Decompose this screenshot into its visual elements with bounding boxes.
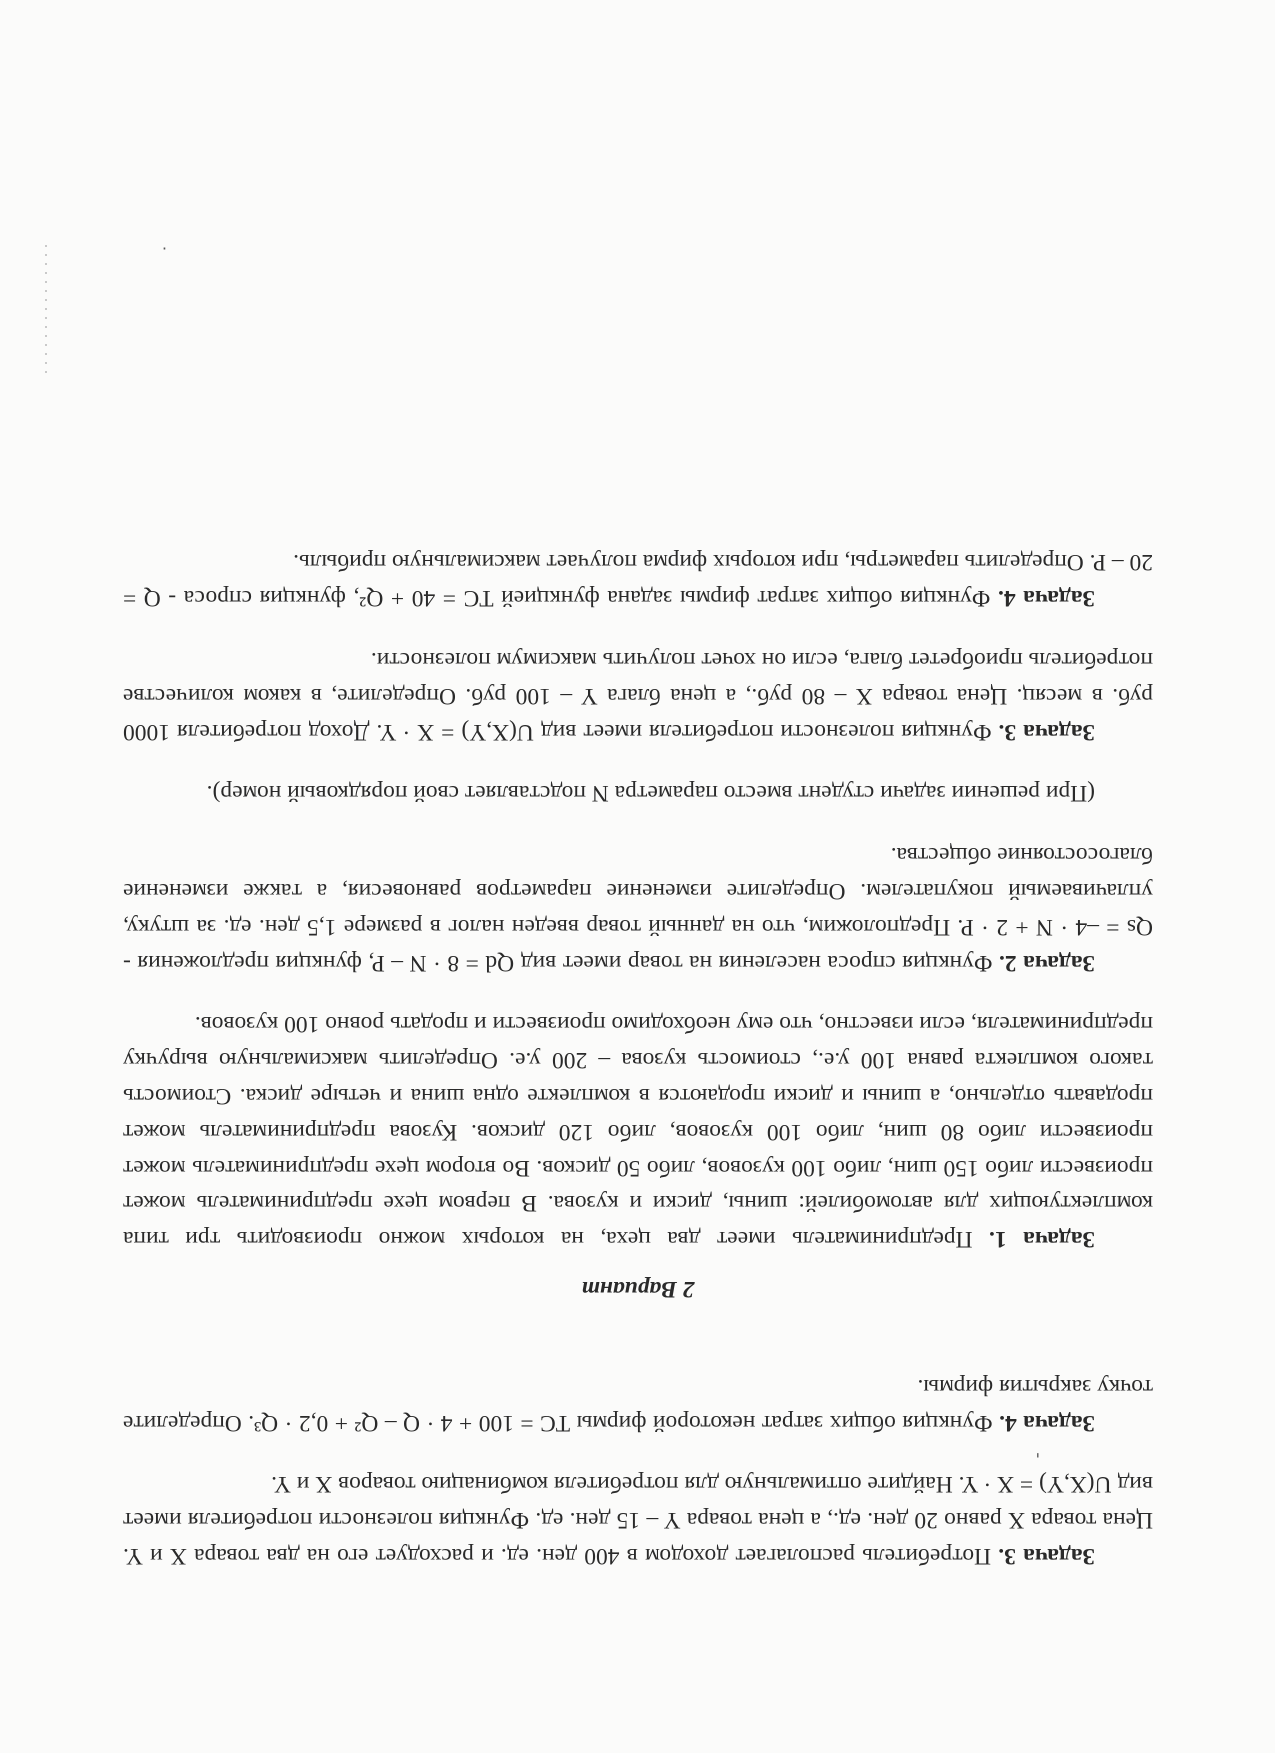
- task-text: Предприниматель имеет два цеха, на которых можно производить три типа комплектующих для автомобилей: шины, диски и кузова. В первом цехе предприниматель может произвести либо 150 шин, либо 100 кузовов, либо 50 дисков. Во втором цехе предприниматель может произвести либо 80 шин, либо 100 кузовов, либо 120 дисков. Кузова предприниматель может продавать отдельно, а шины и диски продаются в комплекте одна шина и четыре диска. Стоимость такого комплекта равна 100 у.е., стоимость кузова – 200 у.е. Определить максимальную выручку предпринимателя, если известно, что ему необходимо произвести и продать ровно 100 кузовов.: [123, 1011, 1153, 1253]
- task-text: Функция общих затрат некоторой фирмы TC = 100 + 4 · Q – Q² + 0,2 · Q³. Определите точку закрытия фирмы.: [122, 1373, 1153, 1436]
- task-text: Функция полезности потребителя имеет вид U(X,Y) = X · Y. Доход потребителя 1000 руб. в месяц. Цена товара X – 80 руб., а цена блага Y – 100 руб. Определите, в каком количестве потребитель приобретет блага, если он хочет получить максимум полезности.: [123, 647, 1153, 745]
- variant-heading: 2 Вариант: [581, 1276, 695, 1303]
- scan-speck: ·: [161, 239, 167, 258]
- task-label: Задача 3.: [998, 1543, 1095, 1569]
- task-note: (При решении задачи студент вместо параметра N подставляет свой порядковый номер).: [206, 780, 1095, 807]
- task-paragraph: [123, 1466, 1153, 1573]
- task-paragraph: [123, 1368, 1153, 1440]
- task-text: Функция общих затрат фирмы задана функцией TC = 40 + Q², функция спроса - Q = 20 – P. Определить параметры, при которых фирма получает максимальную прибыль.: [123, 549, 1153, 612]
- task-label: Задача 4.: [997, 585, 1095, 612]
- scan-edge-marks: [45, 243, 47, 373]
- task-paragraph: [123, 1006, 1153, 1257]
- task-label: Задача 2.: [998, 949, 1095, 976]
- task-paragraph: [123, 641, 1153, 748]
- task-label: Задача 3.: [998, 718, 1095, 745]
- page-content: [123, 518, 1153, 1573]
- task-label: Задача 1.: [989, 1226, 1095, 1253]
- task-text: Функция спроса населения на товар имеет вид Qd = 8 · N – P, функция предложения - Qs = –4 · N + 2 · P. Предположим, что на данный товар введен налог в размере 1,5 ден. ед. за штуку, уплачиваемый покупателем. Определите изменение параметров равновесия, а также изменение благосостояние общества.: [123, 842, 1153, 976]
- task-paragraph: [123, 836, 1153, 979]
- task-label: Задача 4.: [999, 1409, 1095, 1436]
- task-text: Потребитель располагает доходом в 400 ден. ед. и расходует его на два товара X и Y. Цена товара X равно 20 ден. ед., а цена товара Y – 15 ден. ед. Функция полезности потребителя имеет вид U(X,Y) = X · Y. Найдите оптимальную для потребителя комбинацию товаров X и Y.: [123, 1471, 1153, 1569]
- scan-speck: ': [1035, 1442, 1040, 1461]
- task-paragraph: [123, 544, 1153, 616]
